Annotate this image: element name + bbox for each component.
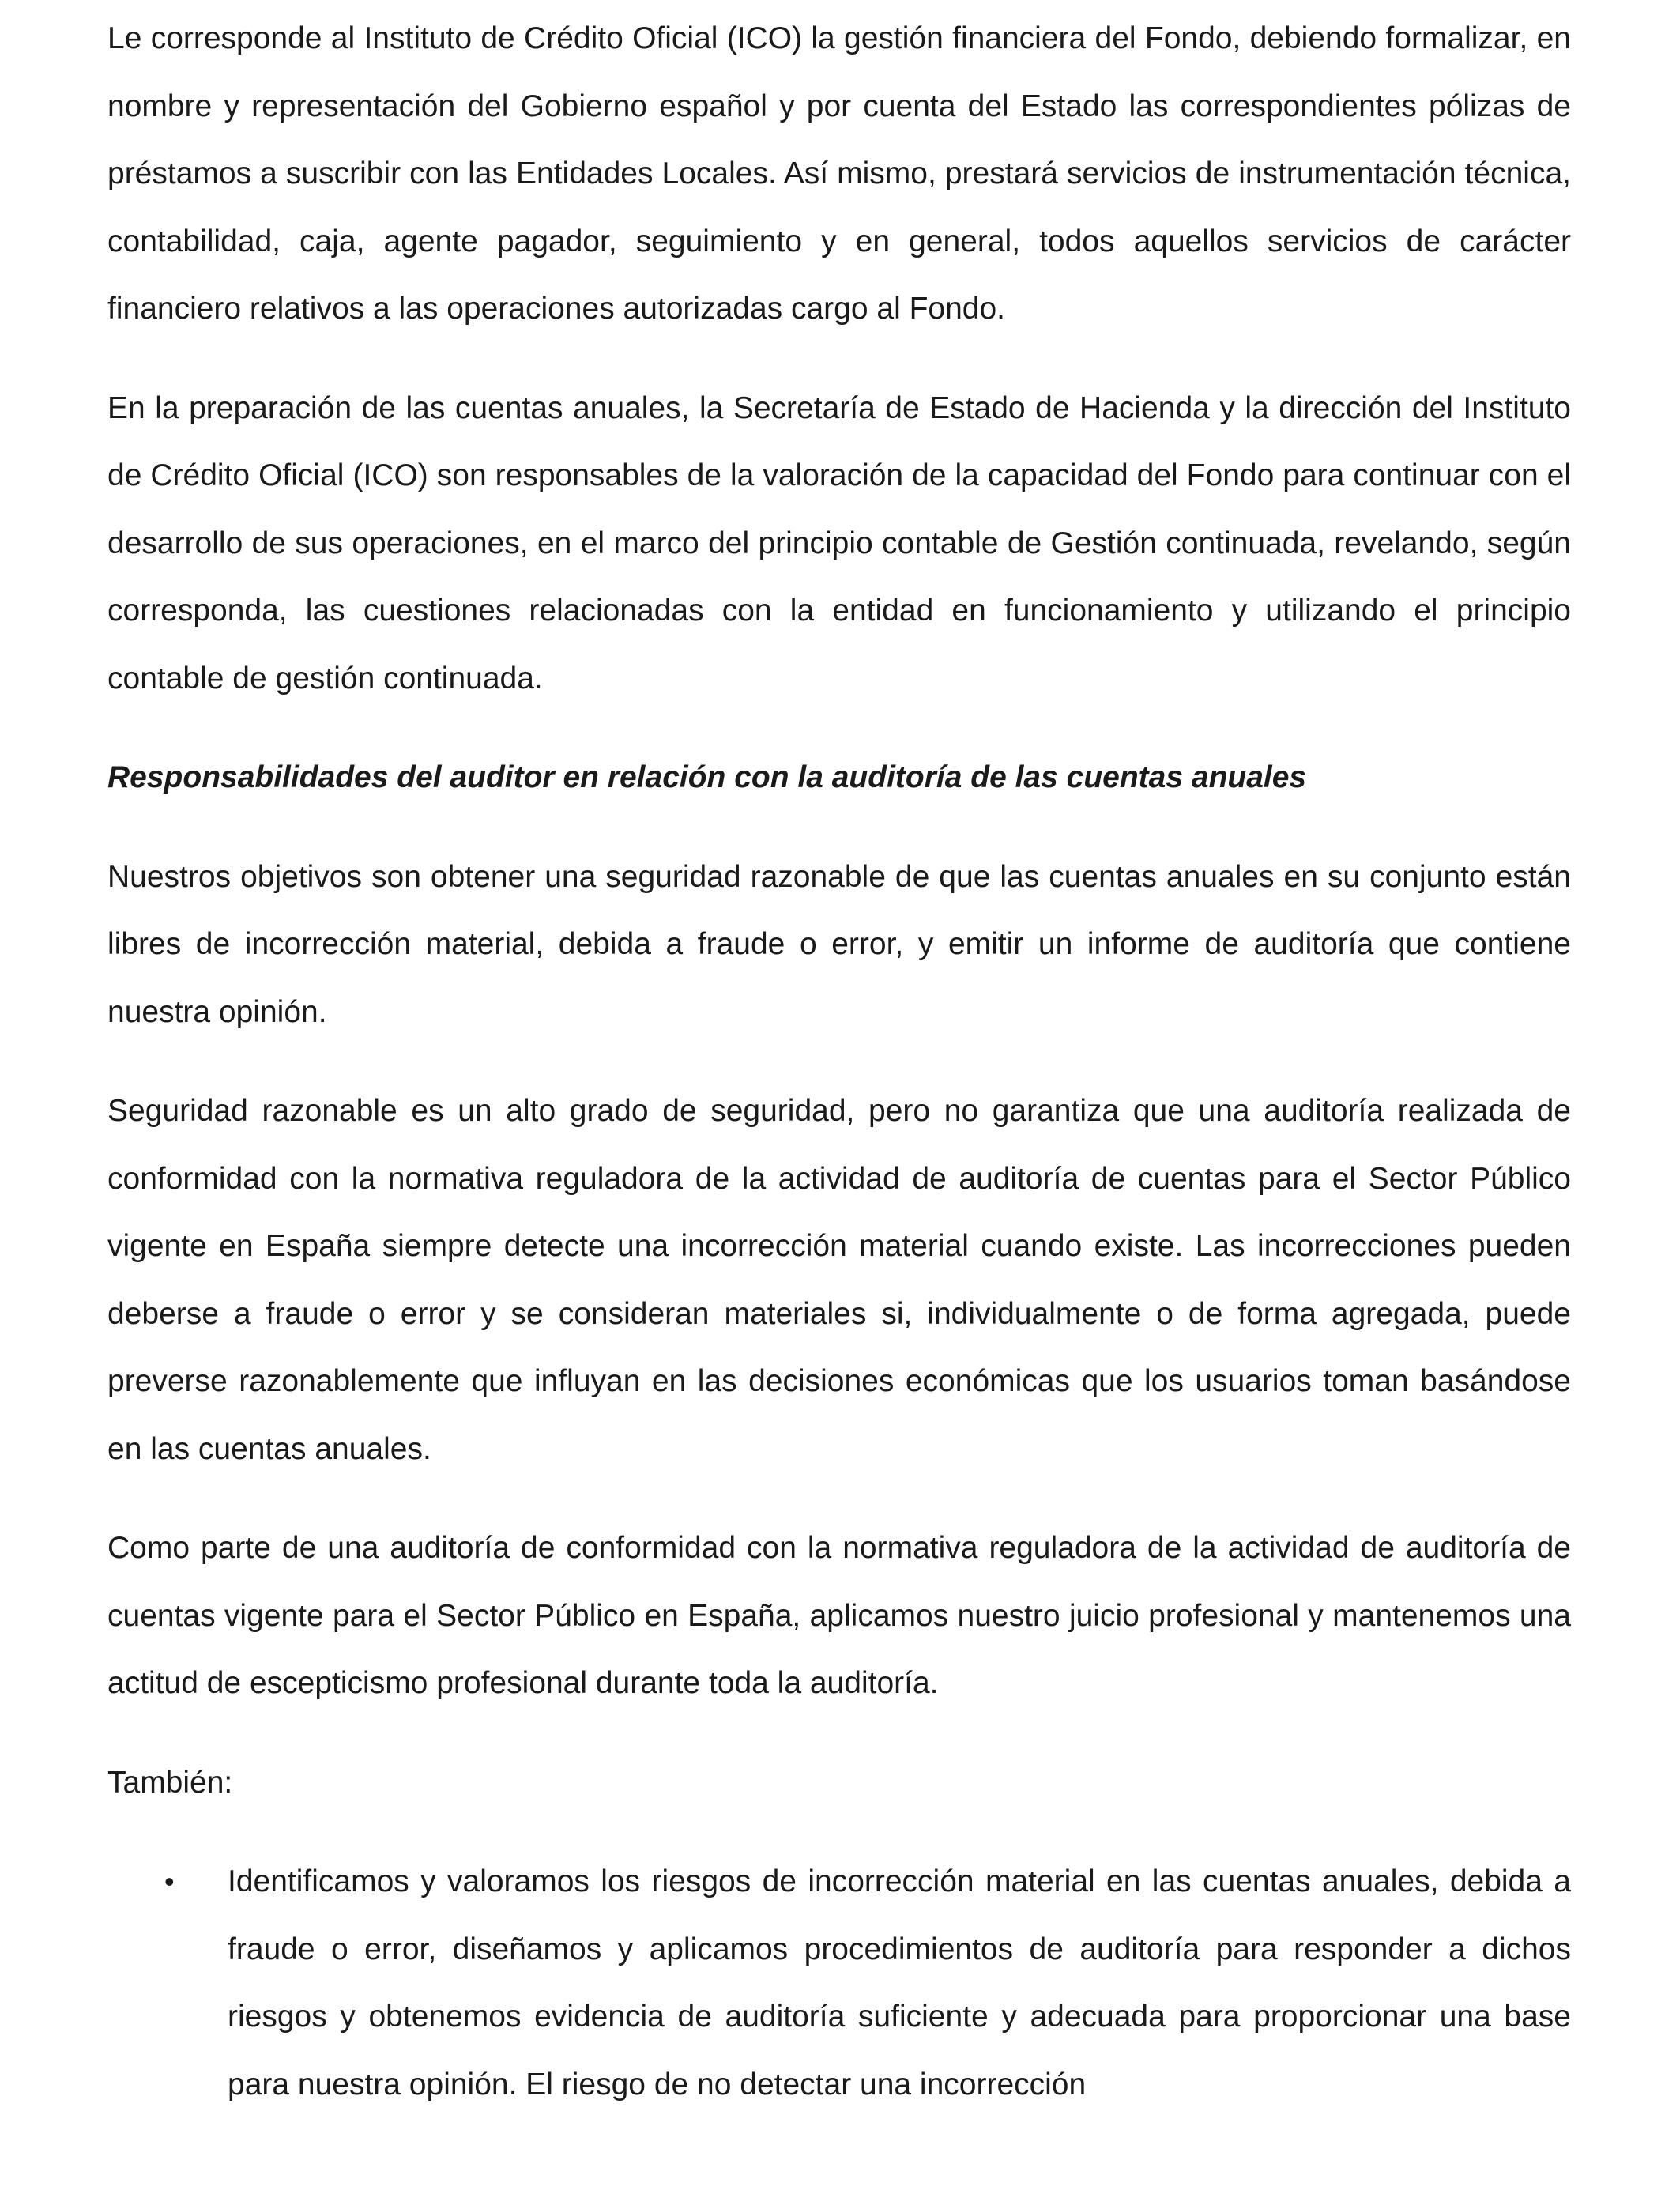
paragraph-reasonable-assurance: Seguridad razonable es un alto grado de seguridad, pero no garantiza que una auditoría realizada de conformidad con la normativa reguladora de la actividad de auditoría de cuentas para el Sector Público vigente en España siempre detecte una incorrección material cuando existe. Las incorrecciones pueden deberse a fraude o error y se consideran materiales si, individualmente o de forma agregada, puede preverse razonablemente que influyan en las decisiones económicas que los usuarios toman basándose en las cuentas anuales.: [107, 1094, 1571, 1466]
list-item-text: Identificamos y valoramos los riesgos de incorrección material en las cuentas anuales, debida a fraude o error, diseñamos y aplicamos procedimientos de auditoría para responder a dichos riesgos y obtenemos evidencia de auditoría suficiente y adecuada para proporcionar una base para nuestra opinión. El riesgo de no detectar una incorrección: [228, 1864, 1571, 2102]
paragraph-objectives: Nuestros objetivos son obtener una seguridad razonable de que las cuentas anuales en su conjunto están libres de incorrección material, debida a fraude o error, y emitir un informe de auditoría que contiene nuestra opinión.: [107, 859, 1571, 1029]
section-heading: Responsabilidades del auditor en relación con la auditoría de las cuentas anuales: [107, 760, 1307, 794]
bullet-icon: •: [164, 1865, 175, 1898]
paragraph-ico-management: Le corresponde al Instituto de Crédito Oficial (ICO) la gestión financiera del Fondo, debiendo formalizar, en nombre y representación del Gobierno español y por cuenta del Estado las correspondientes pólizas de préstamos a suscribir con las Entidades Locales. Así mismo, prestará servicios de instrumentación técnica, contabilidad, caja, agente pagador, seguimiento y en general, todos aquellos servicios de carácter financiero relativos a las operaciones autorizadas cargo al Fondo.: [107, 21, 1571, 326]
list-item: [107, 1848, 1571, 2118]
document-page: [107, 5, 1571, 2118]
paragraph-annual-accounts-preparation: En la preparación de las cuentas anuales, la Secretaría de Estado de Hacienda y la dirección del Instituto de Crédito Oficial (ICO) son responsables de la valoración de la capacidad del Fondo para continuar con el desarrollo de sus operaciones, en el marco del principio contable de Gestión continuada, revelando, según corresponda, las cuestiones relacionadas con la entidad en funcionamiento y utilizando el principio contable de gestión continuada.: [107, 390, 1571, 696]
paragraph-professional-judgment: Como parte de una auditoría de conformidad con la normativa reguladora de la actividad de auditoría de cuentas vigente para el Sector Público en España, aplicamos nuestro juicio profesional y mantenemos una actitud de escepticismo profesional durante toda la auditoría.: [107, 1531, 1571, 1700]
bullet-list: [107, 1848, 1571, 2118]
paragraph-also: También:: [107, 1765, 233, 1800]
